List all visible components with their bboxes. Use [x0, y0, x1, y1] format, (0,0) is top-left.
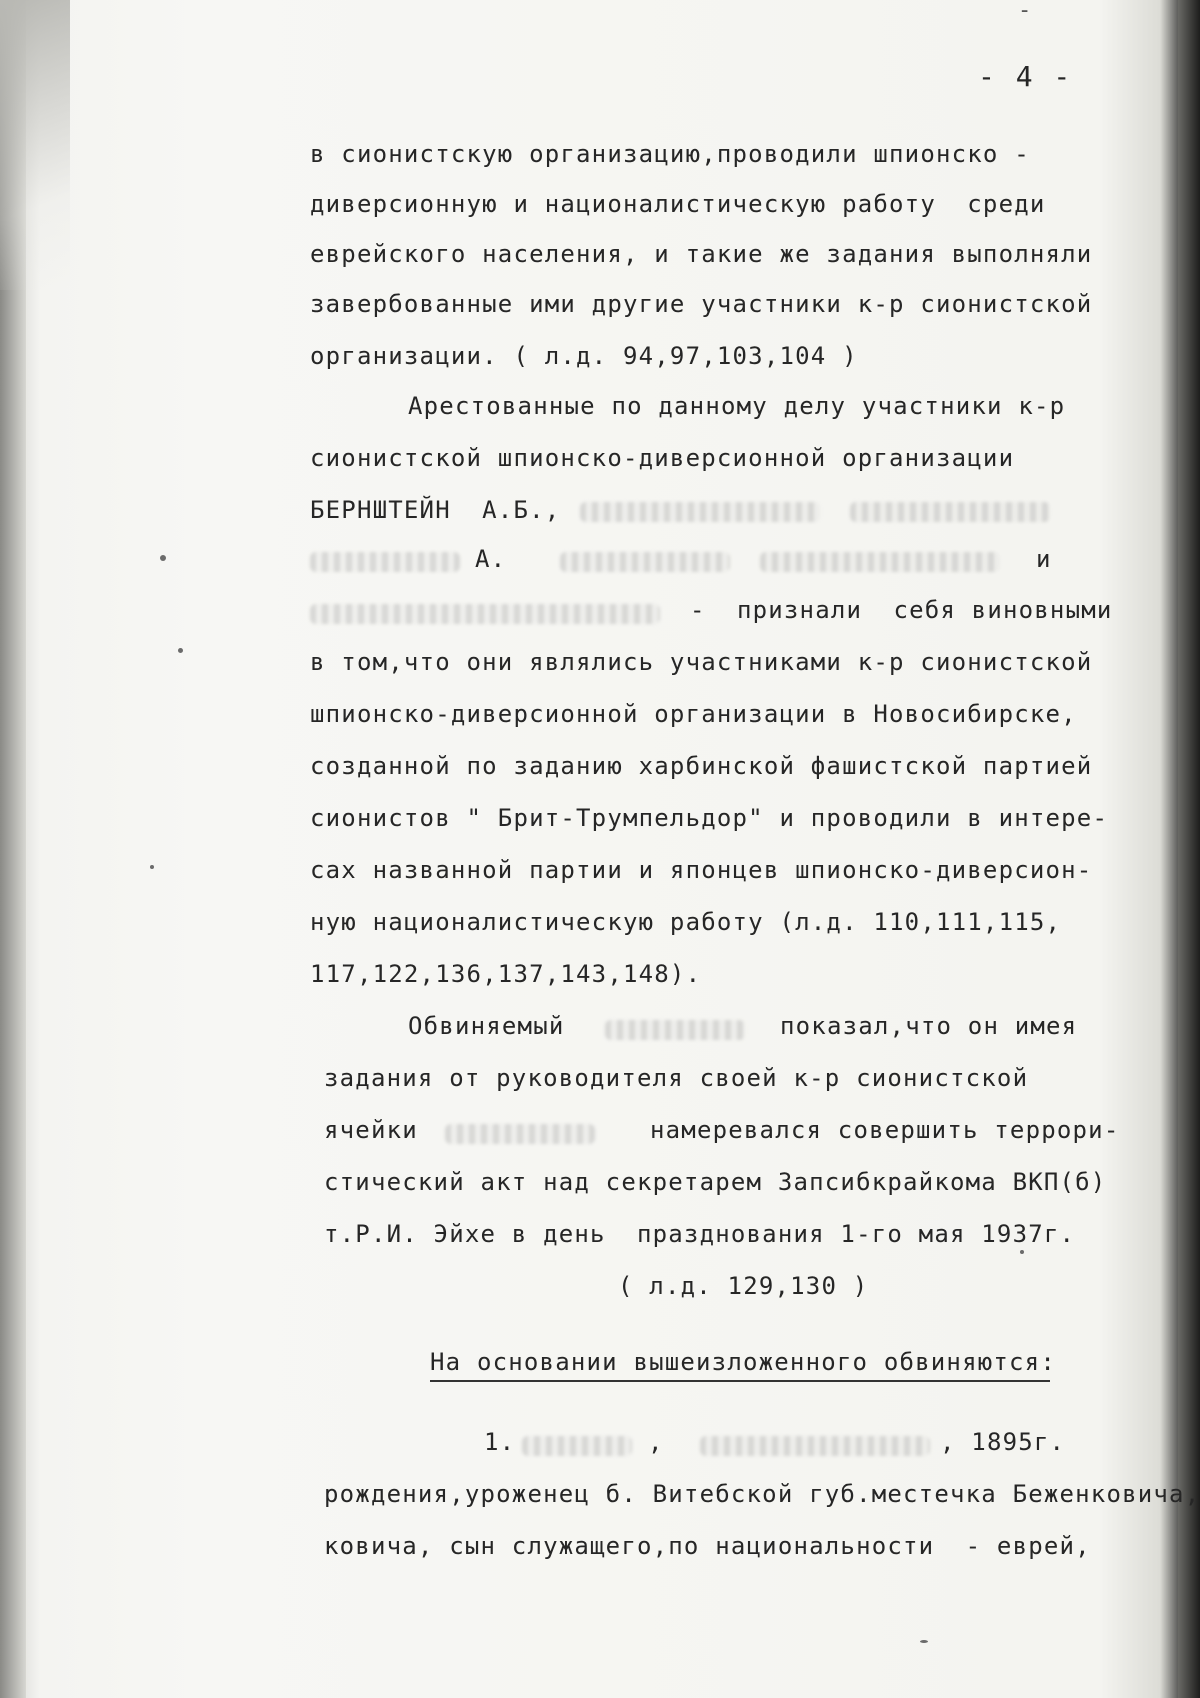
text-line: диверсионную и националистическую работу среди	[310, 190, 1046, 218]
redacted-name	[522, 1436, 632, 1456]
text-line: созданной по заданию харбинской фашистской партией	[310, 752, 1093, 780]
redacted-name	[850, 502, 1050, 522]
redacted-name	[445, 1124, 595, 1144]
text-line: т.Р.И. Эйхе в день празднования 1-го мая 1937г.	[324, 1220, 1076, 1248]
text-line: сионистской шпионско-диверсионной организации	[310, 444, 1015, 472]
text-line: намеревался совершить террори-	[650, 1116, 1120, 1144]
text-line: ( л.д. 129,130 )	[618, 1272, 869, 1300]
text-line: завербованные ими другие участники к-р сионистской	[310, 290, 1093, 318]
scan-corner-shadow	[0, 0, 70, 290]
scan-speck	[178, 648, 183, 653]
text-line: в сионистскую организацию,проводили шпионско -	[310, 140, 1030, 168]
redacted-name	[605, 1020, 745, 1040]
top-mark: -	[1018, 0, 1032, 23]
heading-underline	[430, 1380, 1050, 1382]
redacted-name	[560, 552, 730, 572]
text-line: 117,122,136,137,143,148).	[310, 960, 702, 988]
text-line: сионистов " Брит-Трумпельдор" и проводили в интере-	[310, 804, 1109, 832]
text-line: задания от руководителя своей к-р сионистской	[324, 1064, 1029, 1092]
text-line: и	[1036, 545, 1052, 573]
text-line: ную националистическую работу (л.д. 110,111,115,	[310, 908, 1062, 936]
text-line: А.	[475, 545, 507, 573]
redacted-name	[310, 552, 460, 572]
section-heading: На основании вышеизложенного обвиняются:	[430, 1348, 1056, 1376]
text-line: - признали себя виновными	[690, 596, 1113, 624]
scan-speck	[1020, 1250, 1024, 1254]
scan-speck	[920, 1640, 928, 1643]
text-line: сах названной партии и японцев шпионско-диверсион-	[310, 856, 1093, 884]
text-line: организации. ( л.д. 94,97,103,104 )	[310, 342, 858, 370]
text-line: рождения,уроженец б. Витебской губ.местечка Беженковича,	[324, 1480, 1200, 1508]
redacted-name	[760, 552, 1000, 572]
text-line: в том,что они являлись участниками к-р сионистской	[310, 648, 1093, 676]
text-line: ковича, сын служащего,по национальности - еврей,	[324, 1532, 1091, 1560]
redacted-name	[700, 1436, 930, 1456]
redacted-name	[580, 502, 820, 522]
scan-speck	[150, 865, 154, 869]
text-line: ,	[648, 1428, 664, 1456]
text-line: БЕРНШТЕЙН А.Б.,	[310, 496, 561, 524]
text-line: показал,что он имея	[780, 1012, 1078, 1040]
text-line: , 1895г.	[940, 1428, 1066, 1456]
redacted-name	[310, 604, 660, 624]
text-line: ячейки	[324, 1116, 418, 1144]
text-line: шпионско-диверсионной организации в Новосибирске,	[310, 700, 1077, 728]
page-number: - 4 -	[978, 60, 1073, 93]
text-line: еврейского населения, и такие же задания выполняли	[310, 240, 1093, 268]
text-line: Обвиняемый	[408, 1012, 565, 1040]
scan-right-edge	[1178, 0, 1200, 1698]
text-line: Арестованные по данному делу участники к-р	[408, 392, 1066, 420]
scan-speck	[160, 555, 166, 561]
text-line: стический акт над секретарем Запсибкрайкома ВКП(б)	[324, 1168, 1107, 1196]
text-line: 1.	[484, 1428, 516, 1456]
